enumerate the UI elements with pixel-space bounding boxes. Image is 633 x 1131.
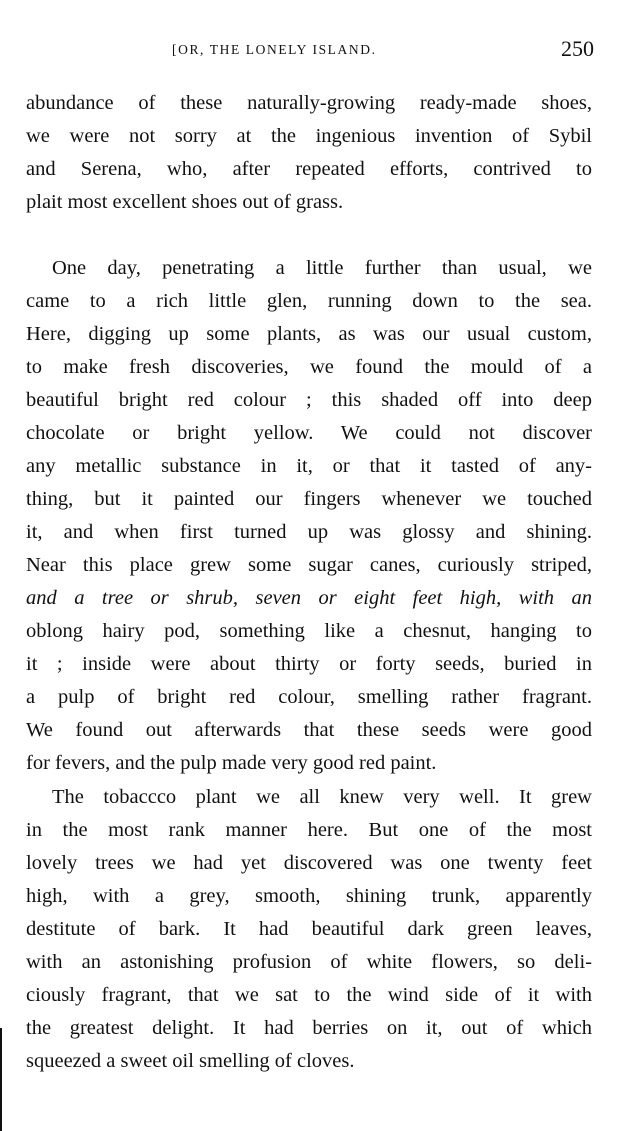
text-line: and Serena, who, after repeated efforts, contrived to	[26, 158, 592, 180]
text-line: it, and when first turned up was glossy and shining.	[26, 521, 592, 543]
text-line: abundance of these naturally-growing ready-made shoes,	[26, 92, 592, 114]
text-line: destitute of bark. It had beautiful dark green leaves,	[26, 918, 592, 940]
text-line: the greatest delight. It had berries on it, out of which	[26, 1017, 592, 1039]
text-line: high, with a grey, smooth, shining trunk, apparently	[26, 885, 592, 907]
text-line: we were not sorry at the ingenious invention of Sybil	[26, 125, 592, 147]
running-title: [OR, THE LONELY ISLAND.	[172, 42, 377, 57]
scan-edge-line	[0, 1028, 2, 1131]
text-line: beautiful bright red colour ; this shaded off into deep	[26, 389, 592, 411]
text-line: lovely trees we had yet discovered was one twenty feet	[26, 852, 592, 874]
text-line: One day, penetrating a little further than usual, we	[52, 257, 592, 279]
page-number: 250	[561, 36, 594, 61]
text-line: Near this place grew some sugar canes, curiously striped,	[26, 554, 592, 576]
text-line: thing, but it painted our fingers whenever we touched	[26, 488, 592, 510]
text-line: ciously fragrant, that we sat to the wind side of it with	[26, 984, 592, 1006]
text-line: in the most rank manner here. But one of the most	[26, 819, 592, 841]
text-line: The tobaccco plant we all knew very well. It grew	[52, 786, 592, 808]
text-line: squeezed a sweet oil smelling of cloves.	[26, 1050, 355, 1072]
text-line: for fevers, and the pulp made very good red paint.	[26, 752, 437, 774]
text-line: a pulp of bright red colour, smelling rather fragrant.	[26, 686, 592, 708]
page-header	[26, 36, 594, 66]
text-line: oblong hairy pod, something like a chesnut, hanging to	[26, 620, 592, 642]
text-line: plait most excellent shoes out of grass.	[26, 191, 344, 213]
text-line: to make fresh discoveries, we found the mould of a	[26, 356, 592, 378]
text-line: chocolate or bright yellow. We could not discover	[26, 422, 592, 444]
text-line: it ; inside were about thirty or forty seeds, buried in	[26, 653, 592, 675]
text-line: any metallic substance in it, or that it tasted of any-	[26, 455, 592, 477]
text-line: and a tree or shrub, seven or eight feet high, with an	[26, 587, 592, 609]
text-line: Here, digging up some plants, as was our usual custom,	[26, 323, 592, 345]
text-line: came to a rich little glen, running down to the sea.	[26, 290, 592, 312]
text-line: We found out afterwards that these seeds were good	[26, 719, 592, 741]
text-line: with an astonishing profusion of white flowers, so deli-	[26, 951, 592, 973]
